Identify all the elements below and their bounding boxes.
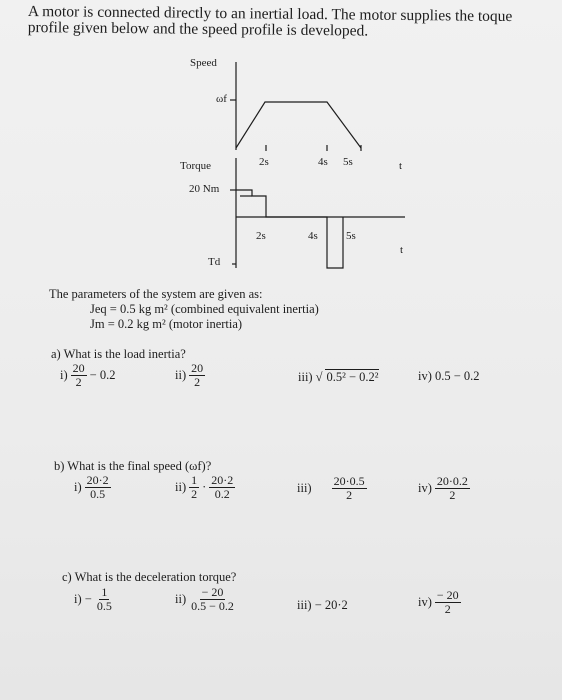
sqrt-radicand: 0.5² − 0.2² xyxy=(326,370,379,384)
option-prefix: ii) xyxy=(175,368,187,382)
option-prefix: iii) xyxy=(297,481,312,495)
speed-tick-2s: 2s xyxy=(259,156,269,168)
speed-trapezoid-line xyxy=(236,102,361,148)
qa-option-2 xyxy=(175,362,205,389)
omega-f-label: ωf xyxy=(216,93,227,105)
profile-graphs xyxy=(0,0,562,290)
torque-tick-2s: 2s xyxy=(256,230,266,242)
question-b: b) What is the final speed (ωf)? xyxy=(54,459,212,473)
torque-tick-5s: 5s xyxy=(346,230,356,242)
speed-label: Speed xyxy=(190,57,217,69)
speed-tick-4s: 4s xyxy=(318,156,328,168)
option-prefix: i) xyxy=(74,480,82,494)
qb-option-2: ii) $\frac{1}{2}$ · $\frac{20\cdot 2}{0.2}$ xyxy=(175,473,234,501)
option-prefix: ii) xyxy=(175,480,187,494)
param-jeq: Jeq = 0.5 kg m² (combined equivalent inertia) xyxy=(90,302,319,316)
qc-option-2 xyxy=(175,586,236,613)
option-prefix: i) xyxy=(60,368,68,382)
torque-value-label: 20 Nm xyxy=(189,183,220,195)
fraction: $\frac{- 20}{0.5 - 0.2}$ xyxy=(191,585,234,613)
option-prefix: i) − xyxy=(74,592,92,606)
torque-label: Torque xyxy=(180,160,211,172)
params-heading: The parameters of the system are given as: xyxy=(49,287,263,301)
option-suffix: − 0.2 xyxy=(89,368,116,382)
question-a: a) What is the load inertia? xyxy=(51,347,186,361)
qb-option-3 xyxy=(297,475,367,502)
speed-tick-5s: 5s xyxy=(343,156,353,168)
fraction: $\frac{20}{2}$ xyxy=(72,361,85,389)
question-c: c) What is the deceleration torque? xyxy=(62,570,237,584)
fraction: $\frac{20\cdot 0.2}{2}$ xyxy=(436,474,468,502)
torque-t-label: t xyxy=(400,244,404,256)
qc-option-4 xyxy=(418,589,461,616)
torque-profile-line xyxy=(236,190,343,268)
option-prefix: iii) xyxy=(298,369,313,384)
problem-intro: A motor is connected directly to an inertial load. The motor supplies the toque profile given below and the speed profile is developed. xyxy=(27,3,513,40)
fraction: $\frac{20\cdot 2}{0.2}$ xyxy=(211,473,234,501)
fraction: $\frac{1}{2}$ xyxy=(191,473,198,501)
fraction: $\frac{20\cdot 2}{0.5}$ xyxy=(86,473,109,501)
fraction: $\frac{- 20}{2}$ xyxy=(436,588,459,616)
td-label: Td xyxy=(208,256,221,268)
qc-option-3: iii) − 20·2 xyxy=(297,598,348,612)
option-prefix: ii) xyxy=(175,592,187,606)
qb-option-4 xyxy=(418,475,470,502)
qa-option-3: iii) √ 0.5² − 0.2² xyxy=(298,369,379,384)
param-jm: Jm = 0.2 kg m² (motor inertia) xyxy=(90,317,243,331)
qb-option-1 xyxy=(74,474,111,501)
qc-option-1 xyxy=(74,586,114,613)
fraction: $\frac{20\cdot 0.5}{2}$ xyxy=(333,474,365,502)
qa-option-1 xyxy=(60,362,115,389)
qa-option-4: iv) 0.5 − 0.2 xyxy=(418,369,480,383)
speed-t-label: t xyxy=(399,160,403,172)
option-prefix: iv) xyxy=(418,595,432,609)
torque-tick-4s: 4s xyxy=(308,230,318,242)
fraction: $\frac{20}{2}$ xyxy=(191,361,204,389)
option-prefix: iv) xyxy=(418,481,432,495)
fraction: $\frac{1}{0.5}$ xyxy=(96,585,112,613)
